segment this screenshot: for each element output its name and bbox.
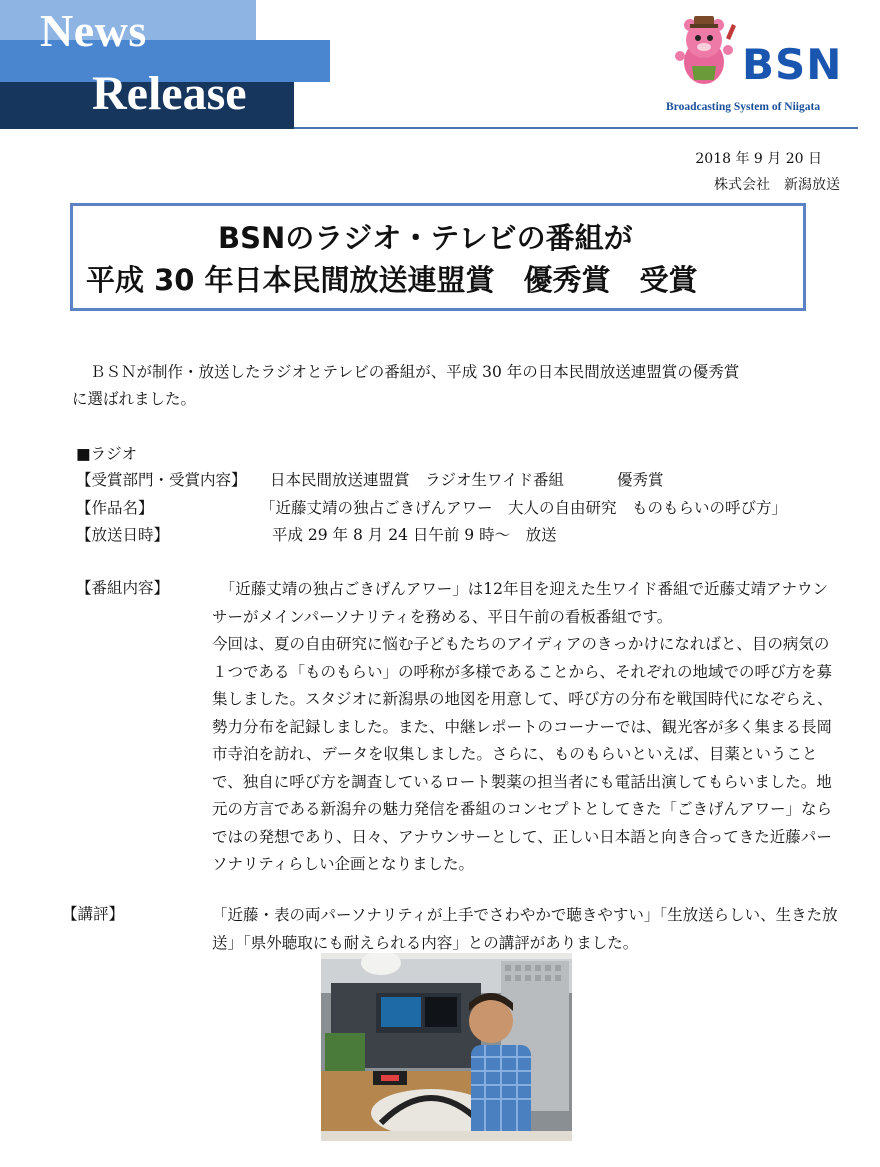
radio-heading: ■ラジオ bbox=[76, 445, 138, 463]
work-label: 【作品名】 bbox=[76, 499, 154, 517]
content-paragraph-1: 「近藤丈靖の独占ごきげんアワー」は12年目を迎えた生ワイド番組で近藤丈靖アナウンサーがメインパーソナリティを務める、平日午前の看板番組です。 bbox=[212, 580, 829, 626]
award-value: 日本民間放送連盟賞 ラジオ生ワイド番組 bbox=[270, 471, 565, 489]
award-label: 【受賞部門・受賞内容】 bbox=[76, 471, 247, 489]
award-result: 優秀賞 bbox=[617, 471, 664, 489]
logo-subtitle: Broadcasting System of Niigata bbox=[666, 101, 821, 113]
release-date: 2018 年 9 月 20 日 bbox=[695, 151, 822, 167]
release-heading: Release bbox=[92, 67, 247, 120]
studio-photo bbox=[321, 953, 572, 1141]
review-text: 「近藤・表の両パーソナリティが上手でさわやかで聴きやすい」「生放送らしい、生きた放送」「県外聴取にも耐えられる内容」との講評がありました。 bbox=[212, 906, 838, 952]
title-line-1: BSNのラジオ・テレビの番組が bbox=[218, 221, 633, 255]
content-body bbox=[212, 576, 842, 879]
title-line-2: 平成 30 年日本民間放送連盟賞 優秀賞 受賞 bbox=[86, 263, 698, 297]
broadcast-date-value: 平成 29 年 8 月 24 日午前 9 時～ 放送 bbox=[272, 526, 557, 544]
work-value: 「近藤丈靖の独占ごきげんアワー 大人の自由研究 ものもらいの呼び方」 bbox=[260, 499, 788, 517]
review-body bbox=[212, 902, 842, 957]
header-divider bbox=[294, 127, 858, 129]
content-label: 【番組内容】 bbox=[76, 579, 170, 597]
bsn-logo: BSN bbox=[742, 40, 843, 89]
broadcast-date-label: 【放送日時】 bbox=[76, 526, 170, 544]
company-name: 株式会社 新潟放送 bbox=[714, 177, 840, 193]
review-label: 【講評】 bbox=[62, 905, 125, 923]
news-heading: News bbox=[40, 5, 147, 56]
mascot-logo-icon bbox=[670, 14, 738, 88]
intro-line-2: に選ばれました。 bbox=[72, 390, 197, 408]
intro-line-1: ＢＳＮが制作・放送したラジオとテレビの番組が、平成 30 年の日本民間放送連盟賞の優秀賞 bbox=[90, 363, 740, 381]
content-paragraph-2: 今回は、夏の自由研究に悩む子どもたちのアイディアのきっかけになればと、目の病気の１つである「ものもらい」の呼称が多様であることから、それぞれの地域での呼び方を募集しました。スタジオに新潟県の地図を用意して、呼び方の分布を戦国時代になぞらえ、勢力分布を記録しました。また、中継レポートのコーナーでは、観光客が多く集まる長岡市寺泊を訪れ、データを収集しました。さらに、ものもらいといえば、目薬ということで、独自に呼び方を調査しているロート製薬の担当者にも電話出演してもらいました。地元の方言である新潟弁の魅力発信を番組のコンセプトとしてきた「ごきげんアワー」ならではの発想であり、日々、アナウンサーとして、正しい日本語と向き合ってきた近藤パーソナリティらしい企画となりました。 bbox=[212, 635, 833, 873]
